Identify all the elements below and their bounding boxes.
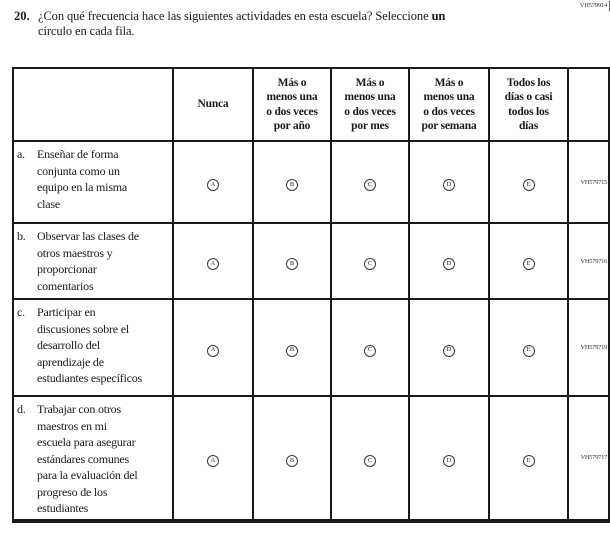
option-cell	[173, 299, 253, 396]
row-label: Trabajar con otros maestros en mi escuela para asegurar estándares comunes para la evaluación del progreso de los estudiantes	[37, 402, 138, 515]
row-letter: a.	[17, 147, 25, 161]
row-label: Participar en discusiones sobre el desarrollo del aprendizaje de estudiantes específicos	[37, 305, 143, 385]
option-circle-c[interactable]	[364, 345, 376, 357]
option-cell	[409, 396, 489, 521]
table-row-b	[13, 223, 609, 299]
item-code: VH579719	[568, 299, 609, 396]
page-code: VH579914	[580, 1, 610, 11]
item-code: VH579717	[568, 396, 609, 521]
option-cell	[409, 141, 489, 223]
option-circle-b[interactable]	[286, 455, 298, 467]
row-label-cell	[13, 141, 173, 223]
option-cell	[331, 299, 409, 396]
option-circle-e[interactable]	[523, 455, 535, 467]
option-circle-d[interactable]	[443, 179, 455, 191]
row-label-cell	[13, 299, 173, 396]
option-letter: C	[367, 180, 373, 188]
option-circle-b[interactable]	[286, 258, 298, 270]
option-letter: E	[526, 456, 531, 464]
option-circle-a[interactable]	[207, 455, 219, 467]
option-letter: B	[289, 180, 295, 188]
option-circle-b[interactable]	[286, 345, 298, 357]
option-circle-a[interactable]	[207, 258, 219, 270]
column-header-por-semana: Más o menos una o dos veces por semana	[409, 68, 489, 141]
row-letter: b.	[17, 229, 26, 243]
option-circle-c[interactable]	[364, 179, 376, 191]
option-letter: D	[446, 456, 452, 464]
option-letter: D	[446, 259, 452, 267]
option-circle-c[interactable]	[364, 258, 376, 270]
row-letter: d.	[17, 402, 26, 416]
option-circle-d[interactable]	[443, 455, 455, 467]
row-label-cell	[13, 396, 173, 521]
question-text-line2: círculo en cada fila.	[38, 24, 135, 38]
option-letter: E	[526, 259, 531, 267]
column-header-por-ano: Más o menos una o dos veces por año	[253, 68, 331, 141]
option-cell	[331, 141, 409, 223]
question-block	[14, 9, 554, 39]
option-cell	[253, 299, 331, 396]
option-circle-a[interactable]	[207, 179, 219, 191]
option-letter: D	[446, 346, 452, 354]
option-cell	[489, 396, 568, 521]
option-letter: B	[289, 456, 295, 464]
option-cell	[331, 223, 409, 299]
question-text	[38, 9, 445, 39]
option-cell	[173, 223, 253, 299]
option-letter: C	[367, 456, 373, 464]
row-label-cell	[13, 223, 173, 299]
question-number: 20.	[14, 9, 30, 23]
column-header-code	[568, 68, 609, 141]
option-circle-d[interactable]	[443, 258, 455, 270]
option-cell	[489, 141, 568, 223]
option-cell	[409, 299, 489, 396]
option-letter: A	[210, 346, 216, 354]
option-circle-e[interactable]	[523, 179, 535, 191]
option-circle-d[interactable]	[443, 345, 455, 357]
option-letter: A	[210, 259, 216, 267]
table-row-d	[13, 396, 609, 521]
row-label: Observar las clases de otros maestros y proporcionar comentarios	[37, 229, 139, 293]
item-code: VH579715	[568, 141, 609, 223]
option-circle-e[interactable]	[523, 345, 535, 357]
row-label: Enseñar de forma conjunta como un equipo en la misma clase	[37, 147, 128, 211]
header-row	[13, 68, 609, 141]
column-header-por-mes: Más o menos una o dos veces por mes	[331, 68, 409, 141]
column-header-empty	[13, 68, 173, 141]
option-cell	[489, 299, 568, 396]
table-row-a	[13, 141, 609, 223]
option-circle-b[interactable]	[286, 179, 298, 191]
table-row-c	[13, 299, 609, 396]
row-letter: c.	[17, 305, 25, 319]
option-cell	[489, 223, 568, 299]
option-letter: A	[210, 456, 216, 464]
frequency-table	[12, 67, 610, 523]
column-header-nunca: Nunca	[173, 68, 253, 141]
option-cell	[173, 141, 253, 223]
option-cell	[253, 396, 331, 521]
option-letter: B	[289, 346, 295, 354]
option-cell	[331, 396, 409, 521]
option-circle-c[interactable]	[364, 455, 376, 467]
option-letter: E	[526, 180, 531, 188]
option-cell	[253, 223, 331, 299]
option-letter: E	[526, 346, 531, 354]
option-letter: C	[367, 259, 373, 267]
option-letter: C	[367, 346, 373, 354]
option-cell	[409, 223, 489, 299]
option-letter: A	[210, 180, 216, 188]
question-text-part1: ¿Con qué frecuencia hace las siguientes actividades en esta escuela? Seleccione	[38, 9, 429, 23]
option-cell	[253, 141, 331, 223]
option-letter: B	[289, 259, 295, 267]
option-circle-e[interactable]	[523, 258, 535, 270]
question-bold-word: un	[431, 9, 446, 23]
option-circle-a[interactable]	[207, 345, 219, 357]
column-header-todos-los-dias: Todos los días o casi todos los días	[489, 68, 568, 141]
option-letter: D	[446, 180, 452, 188]
item-code: VH579716	[568, 223, 609, 299]
option-cell	[173, 396, 253, 521]
